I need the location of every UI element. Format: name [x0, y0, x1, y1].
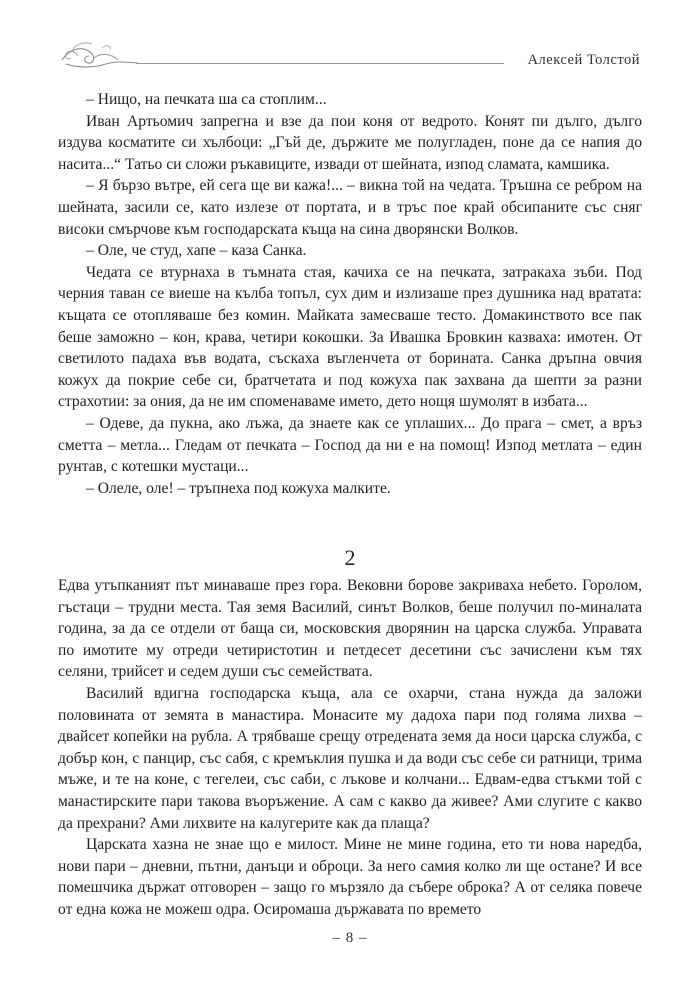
chapter-number: 2: [344, 545, 356, 570]
paragraph: Василий вдигна господарска къща, ала се охарчи, стана нужда да заложи половината от земята в манастира. Монасите му дадоха пари под голяма лихва – двайсет копейки на рубла. А трябваше срещу отредената земя да носи царска служба, с добър кон, с панцир, със сабя, с кремъклия пушка и да води със себе си ратници, трима мъже, и те на коне, с тегелеи, със саби, с лъкове и колчани... Едвам-едва стъкми той с манастирските пари такова въоръжение. А сам с какво да живее? Ами слугите с какво да прехрани? Ами лихвите на калугерите как да плаща?: [58, 684, 642, 832]
text-section-2: [58, 575, 642, 921]
running-header: [58, 36, 642, 76]
page-number: – 8 –: [332, 930, 368, 946]
paragraph: – Олеле, оле! – тръпнеха под кожуха малките.: [86, 479, 391, 497]
paragraph: Чедата се втурнаха в тъмната стая, качиха се на печката, затракаха зъби. Под черния таван се виеше на кълба топъл, сух дим и излизаше през душника над вратата: къщата се отопляваше без комин. Майката замесваше тесто. Домакинството все пак беше заможно – кон, крава, четири кокошки. За Ивашка Бровкин казваха: имотен. От светилото падаха във водата, съскаха въгленчета от борината. Санка дръпна овчия кожух да покрие себе си, братчетата и под кожуха пак захвана да шепти за разни страхотии: за ония, да не им споменаваме името, дето нощя шумолят в избата...: [58, 263, 642, 411]
flourish-ornament-icon: [58, 38, 138, 72]
header-rule: [136, 63, 504, 64]
text-section-1: [58, 89, 642, 499]
header-author: Алексей Толстой: [527, 52, 640, 68]
paragraph: Царската хазна не знае що е милост. Мине не мине година, ето ти нова наредба, нови пари – дневни, пътни, данъци и оброци. За него самия колко ли ще остане? И все помешчика държат отговорен – защо го мързяло да събере оброка? А от селяка повече от една кожа не можеш одра. Осиромаша държавата по времето: [58, 836, 642, 918]
paragraph: – Я бързо вътре, ей сега ще ви кажа!... – викна той на чедата. Тръшна се ребром на шейната, засили се, като излезе от портата, и в тръс пое край обсипаните със сняг високи смърчове към господарската къща на сина дворянски Волков.: [58, 177, 642, 238]
paragraph: – Одеве, да пукна, ако лъжа, да знаете как се уплаших... До прага – смет, а връз сметта – метла... Гледам от печката – Господ да ни е на помощ! Изпод метлата – един рунтав, с котешки мустаци...: [58, 414, 642, 476]
paragraph: Едва утъпканият път минаваше през гора. Вековни борове закриваха небето. Горолом, гъстаци – трудни места. Тая земя Василий, синът Волков, беше получил по-миналата година, за да се отдели от баща си, московския дворянин на царска служба. Управата по имотите му отреди четиристотин и петдесет десетини със зачислени към тях селяни, трийсет и седем души със семействата.: [58, 577, 642, 681]
paragraph: – Оле, че студ, хапе – каза Санка.: [86, 242, 307, 260]
paragraph: Иван Артьомич запрегна и взе да пои коня от ведрото. Конят пи дълго, дълго издува косматите си хълбоци: „Гъй де, държите ме полугладен, поне да се напия до насита...“ Татьо си сложи ръкавиците, извади от шейната, изпод сламата, камшика.: [58, 112, 642, 173]
paragraph: – Нищо, на печката ша са стоплим...: [86, 91, 327, 108]
